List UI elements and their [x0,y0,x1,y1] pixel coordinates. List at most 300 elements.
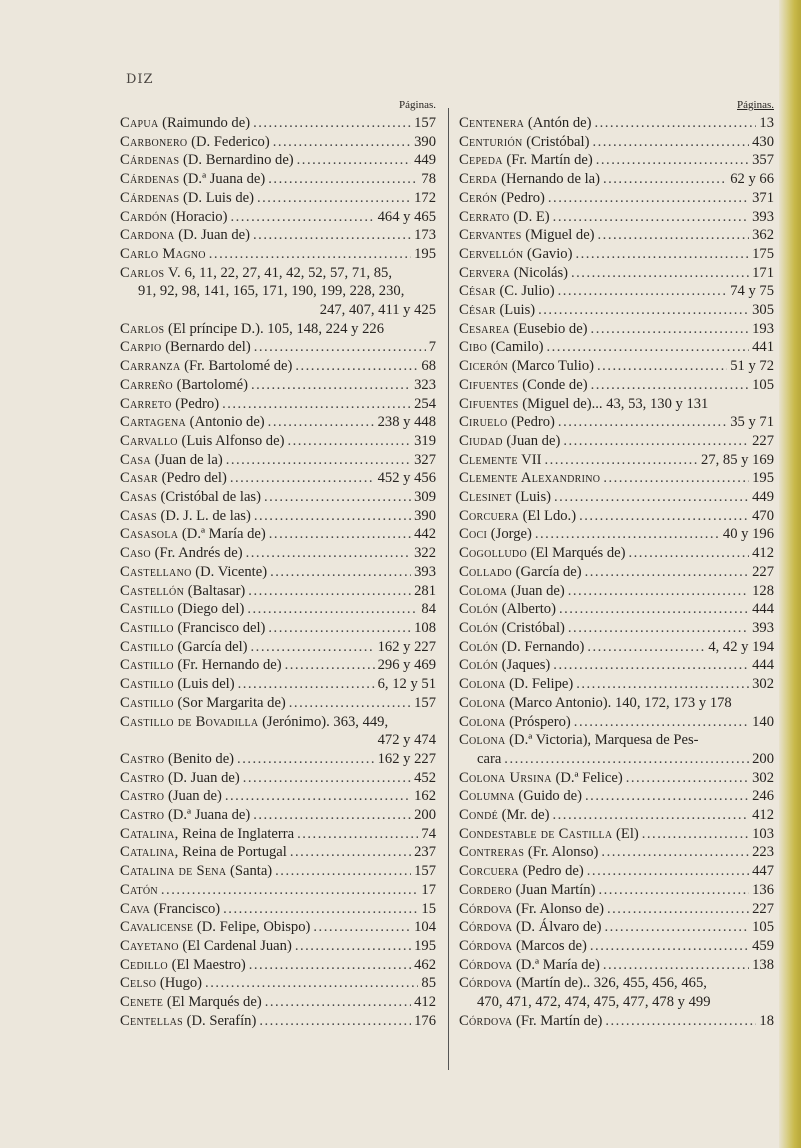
entry-pages: 51 y 72 [730,358,774,375]
leader-dots [223,900,418,919]
index-entry [459,974,774,993]
leader-dots [553,806,750,825]
leader-dots [268,619,411,638]
entry-detail: (Pedro) [497,189,545,206]
entry-name [459,918,601,937]
entry-pages: 393 [414,563,436,580]
entry-pages: 162 y 227 [377,750,436,767]
entry-surname: Colona [459,713,506,730]
page-number: DIZ [126,72,154,87]
entry-detail: (D. Vicente) [191,563,268,580]
entry-surname: Carvallo [120,432,178,449]
leader-dots [247,600,418,619]
entry-pages: 412 [752,545,774,562]
leader-dots [253,226,411,245]
entry-pages: 175 [752,245,774,262]
index-entry-continuation: 470, 471, 472, 474, 475, 477, 478 y 499 [477,994,711,1011]
index-entry [459,413,774,432]
entry-pages: 444 [752,657,774,674]
entry-surname: Castellano [120,563,192,580]
leader-dots [605,1012,756,1031]
entry-pages: 6, 12 y 51 [377,676,436,693]
entry-surname: Carbonero [120,133,188,150]
entry-pages: 157 [414,694,436,711]
entry-detail: (Jaques) [498,657,551,674]
entry-detail: (D. Juan de) [164,769,240,786]
leader-dots [574,713,749,732]
entry-detail: (García del) [173,638,248,655]
entry-detail: (Baltasar) [184,582,246,599]
leader-dots [592,133,749,152]
leader-dots [585,563,749,582]
entry-surname: Cardona [120,227,175,244]
entry-pages: 62 y 66 [730,171,774,188]
entry-pages: 281 [414,582,436,599]
entry-name [120,170,265,189]
entry-surname: Cavalicense [120,919,194,936]
entry-surname: Catalina, [120,844,179,861]
entry-name [459,376,588,395]
entry-detail: (Martín de).. 326, 455, 456, 465, [512,975,707,992]
entry-detail: (Cristóbal) [498,619,565,636]
entry-name [120,843,287,862]
index-entry [459,189,774,208]
entry-name [120,151,294,170]
entry-detail: (Bartolomé) [172,376,248,393]
entry-pages: 227 [752,900,774,917]
entry-pages: 452 y 456 [377,470,436,487]
index-entry [120,357,436,376]
entry-name [459,226,595,245]
entry-detail: (Pedro) [507,414,555,431]
index-entry [120,320,436,339]
index-entry [120,432,436,451]
entry-pages: 68 [421,358,436,375]
leader-dots [230,469,375,488]
leader-dots [594,114,756,133]
entry-pages: 327 [414,451,436,468]
index-entry [120,1012,436,1031]
index-entry [459,825,774,844]
entry-name [459,507,576,526]
entry-detail: (Hugo) [156,975,203,992]
entry-name [120,507,251,526]
entry-surname: Carlo Magno [120,245,206,262]
leader-dots [253,114,411,133]
index-entry [459,675,774,694]
leader-dots [642,825,749,844]
entry-surname: Colona [459,694,506,711]
entry-pages: 173 [414,227,436,244]
index-entry [120,226,436,245]
entry-detail: (Fr. Alonso de) [512,900,604,917]
entry-surname: Castro [120,788,165,805]
entry-surname: Cepeda [459,152,503,169]
entry-detail: (Francisco del) [173,619,266,636]
entry-pages: 412 [752,807,774,824]
leader-dots [230,208,374,227]
entry-detail: (D.ª Victoria), Marquesa de Pes- [505,732,699,749]
entry-detail: (D. Bernardino de) [179,152,294,169]
entry-pages: 470 [752,507,774,524]
index-entry [120,208,436,227]
entry-surname: Cervera [459,264,511,281]
entry-pages: 105 [752,376,774,393]
entry-name [120,656,282,675]
entry-surname: Castillo [120,657,174,674]
entry-detail: (Fr. Martín de) [512,1012,603,1029]
entry-surname: Carlos V. [120,264,181,281]
leader-dots [553,656,749,675]
entry-detail: (Fr. Bartolomé de) [180,358,293,375]
entry-pages: 393 [752,619,774,636]
entry-name [120,488,261,507]
entry-name [120,750,234,769]
index-entry [120,563,436,582]
index-entry [120,619,436,638]
entry-pages: 449 [752,489,774,506]
leader-dots [238,675,375,694]
entry-surname: Corcuera [459,507,519,524]
index-entry [459,301,774,320]
entry-surname: Castillo de Bovadilla [120,713,259,730]
entry-name [459,937,587,956]
entry-name [459,956,600,975]
entry-continuation-text: cara [477,750,502,767]
entry-name [459,133,589,152]
entry-name [120,357,292,376]
entry-pages: 393 [752,208,774,225]
entry-name [459,582,565,601]
entry-name [459,656,550,675]
entry-pages: 449 [414,152,436,169]
entry-detail: (D. Felipe) [505,676,574,693]
leader-dots [270,563,411,582]
entry-detail: (D. Serafín) [182,1012,257,1029]
entry-pages: 104 [414,919,436,936]
entry-surname: Centellas [120,1012,183,1029]
entry-surname: Cogolludo [459,545,527,562]
index-entry [120,582,436,601]
entry-name [459,694,732,713]
entry-detail: (Horacio) [167,208,228,225]
page-edge-shadow [779,0,801,1148]
index-entry [459,713,774,732]
entry-surname: Capua [120,115,159,131]
entry-pages: 237 [414,844,436,861]
index-entry [459,151,774,170]
entry-surname: Colona [459,732,506,749]
leader-dots [628,544,749,563]
index-entry [120,806,436,825]
index-entry [120,825,436,844]
entry-detail: (Fr. Alonso) [524,844,599,861]
entry-detail: (El) [612,825,639,842]
index-entry [120,170,436,189]
entry-detail: (El Marqués de) [526,545,626,562]
leader-dots [591,320,750,339]
leader-dots [205,974,418,993]
entry-name [120,432,284,451]
leader-dots [535,525,720,544]
index-entry [120,469,436,488]
entry-detail: (D. J. L. de las) [156,507,251,524]
index-entry [120,525,436,544]
index-entry [120,900,436,919]
index-entry [120,862,436,881]
index-entry [120,918,436,937]
entry-pages: 162 y 227 [377,638,436,655]
index-entry [120,133,436,152]
entry-name [477,750,501,769]
entry-pages: 430 [752,133,774,150]
index-entry [120,413,436,432]
entry-surname: Collado [459,563,512,580]
entry-pages: 441 [752,339,774,356]
leader-dots [559,600,749,619]
entry-detail: (Miguel de)... 43, 53, 130 y 131 [518,395,709,412]
entry-surname: Castillo [120,601,174,618]
leader-dots [225,787,411,806]
entry-name [459,264,568,283]
index-entry [459,320,774,339]
entry-name [120,862,272,881]
entry-pages: 195 [414,937,436,954]
index-entry [120,956,436,975]
entry-name [459,525,532,544]
entry-detail: (Sor Margarita de) [173,694,286,711]
leader-dots [579,507,749,526]
entry-detail: (D.ª María de) [512,956,600,973]
entry-detail: (Francisco) [150,900,221,917]
entry-name [120,264,392,283]
entry-pages: 140 [752,713,774,730]
index-entry [459,881,774,900]
index-entry [459,787,774,806]
entry-detail: (C. Julio) [495,283,555,300]
leader-dots [538,301,749,320]
index-entry [459,900,774,919]
entry-pages: 128 [752,582,774,599]
leader-dots [607,900,749,919]
entry-name [120,582,245,601]
leader-dots [558,282,728,301]
entry-surname: Coci [459,526,488,543]
index-entry [459,432,774,451]
entry-surname: Cenete [120,994,164,1011]
index-entry [459,619,774,638]
entry-name [459,320,588,339]
leader-dots [222,395,411,414]
entry-detail: (D. Álvaro de) [512,919,602,936]
entry-pages: 357 [752,152,774,169]
entry-surname: Castillo [120,694,174,711]
entry-pages: 176 [414,1012,436,1029]
index-entry [120,843,436,862]
entry-detail: (Santa) [226,863,273,880]
entry-surname: Cedillo [120,956,168,973]
entry-surname: Condestable de Castilla [459,825,613,842]
entry-name [459,638,584,657]
entry-detail: (Jerónimo). 363, 449, [258,713,389,730]
entry-surname: Contreras [459,844,525,861]
leader-dots [264,488,411,507]
index-entry [120,974,436,993]
index-entry [459,451,774,470]
entry-name [459,563,582,582]
entry-name [459,769,623,788]
entry-pages: 171 [752,264,774,281]
index-entry [120,600,436,619]
entry-surname: Colona Ursina [459,769,552,786]
entry-pages: 162 [414,788,436,805]
entry-detail: (Bernardo del) [161,339,251,356]
entry-name [120,413,265,432]
entry-name [459,806,550,825]
entry-name [120,469,227,488]
entry-pages: 200 [752,750,774,767]
leader-dots [587,638,705,657]
entry-pages: 13 [759,115,774,131]
leader-dots [604,918,749,937]
entry-name [459,301,535,320]
entry-pages: 322 [414,545,436,562]
entry-detail: (Antón de) [524,115,592,131]
entry-pages: 15 [421,900,436,917]
leader-dots [297,825,418,844]
entry-surname: Clesinet [459,489,512,506]
entry-detail: (Antonio de) [186,414,265,431]
entry-name [120,713,388,732]
leader-dots [253,806,411,825]
leader-dots [285,656,375,675]
entry-detail: (D.ª María de) [178,526,266,543]
index-entry [459,338,774,357]
entry-surname: Cayetano [120,937,179,954]
entry-surname: Córdova [459,956,513,973]
entry-name [459,675,573,694]
entry-pages: 302 [752,769,774,786]
leader-dots [295,357,418,376]
entry-detail: (D. Fernando) [498,638,585,655]
entry-name [459,544,625,563]
index-entry [459,750,774,769]
entry-surname: Celso [120,975,157,992]
entry-detail: (Pedro de) [518,863,584,880]
entry-pages: 85 [421,975,436,992]
entry-detail: (Marco Antonio). 140, 172, 173 y 178 [505,694,732,711]
entry-name [459,713,571,732]
index-entry [459,525,774,544]
entry-detail: (El Marqués de) [163,994,262,1011]
index-entry [459,656,774,675]
entry-surname: Córdova [459,975,513,992]
entry-name [120,320,384,339]
entry-name [459,600,556,619]
entry-detail: (Eusebio de) [509,320,588,337]
entry-pages: 464 y 465 [377,208,436,225]
entry-pages: 305 [752,302,774,319]
index-entry [459,114,774,133]
entry-surname: Cordero [459,881,512,898]
index-entry [120,264,436,283]
index-entry [459,769,774,788]
entry-name [459,488,551,507]
leader-dots [626,769,749,788]
entry-detail: (Hernando de la) [497,171,600,188]
entry-name [120,208,227,227]
entry-surname: Colón [459,619,499,636]
entry-pages: 227 [752,563,774,580]
entry-surname: Cesarea [459,320,510,337]
entry-pages: 323 [414,376,436,393]
index-entry [459,282,774,301]
index-entry [459,843,774,862]
entry-surname: Cibo [459,339,488,356]
entry-detail: (Mr. de) [498,807,550,824]
index-entry [459,956,774,975]
entry-detail: (Fr. Andrés de) [150,545,243,562]
entry-detail: (Alberto) [498,601,556,618]
entry-surname: Catalina, [120,825,179,842]
leader-dots [254,338,426,357]
entry-surname: Cárdenas [120,189,180,206]
index-entry [120,881,436,900]
column-divider [448,108,449,1070]
index-entry [120,114,436,133]
leader-dots [575,245,749,264]
leader-dots [598,881,749,900]
entry-pages: 193 [752,320,774,337]
entry-pages: 390 [414,507,436,524]
entry-surname: Casar [120,470,158,487]
index-entry [459,264,774,283]
entry-name [459,731,698,750]
entry-pages: 412 [414,994,436,1011]
entry-surname: Cifuentes [459,376,519,393]
leader-dots [269,525,411,544]
entry-pages: 172 [414,189,436,206]
index-entry [459,918,774,937]
entry-name [120,395,219,414]
entry-surname: Ciruelo [459,414,508,431]
entry-detail: (Luis) [511,489,552,506]
entry-surname: Carpio [120,339,162,356]
index-entry [459,488,774,507]
entry-name [120,226,250,245]
index-entry [459,694,774,713]
entry-name [120,451,223,470]
entry-pages: 442 [414,526,436,543]
entry-name [459,357,594,376]
entry-name [120,769,240,788]
leader-dots [275,862,411,881]
entry-surname: Casas [120,507,157,524]
entry-name [459,974,707,993]
entry-detail: (D. Luis de) [179,189,254,206]
index-entry-continuation: 472 y 474 [377,732,436,749]
index-entry [459,376,774,395]
index-entry [120,638,436,657]
entry-pages: 195 [414,245,436,262]
index-entry [459,226,774,245]
entry-pages: 84 [421,601,436,618]
entry-detail: (El Ldo.) [518,507,577,524]
leader-dots [251,638,375,657]
entry-name [120,918,310,937]
index-entry [120,675,436,694]
entry-surname: Castillo [120,619,174,636]
